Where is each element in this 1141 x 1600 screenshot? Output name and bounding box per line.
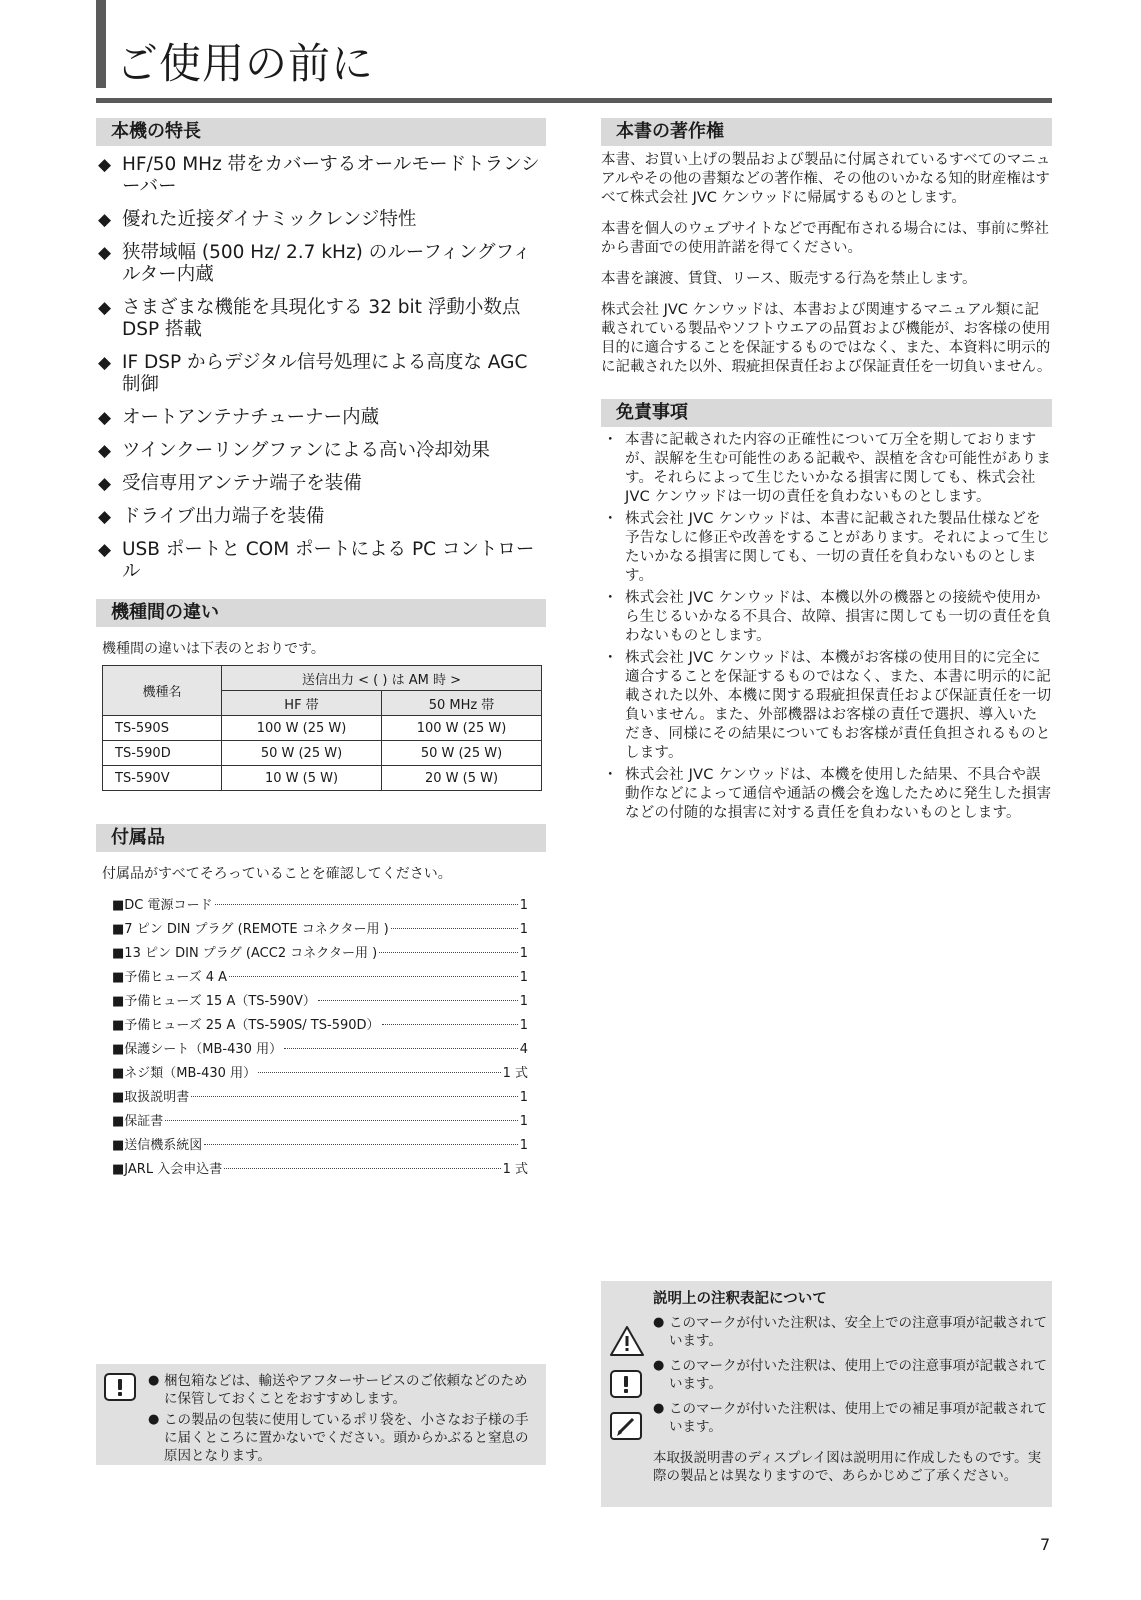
square-bullet-icon: ■ [112,1162,125,1177]
disclaimer-list [601,431,1052,823]
right-column [601,118,1052,826]
diamond-bullet-icon: ◆ [98,474,112,494]
page-number: 7 [1040,1535,1051,1554]
feature-item: ◆ HF/50 MHz 帯をカバーするオールモードトランシーバー [98,154,540,197]
table-row: TS-590V 10 W (5 W) 20 W (5 W) [103,766,542,791]
title-accent-bar [96,0,106,88]
col-output-header: 送信出力 < ( ) は AM 時 > [222,666,542,691]
round-bullet-icon: ● [653,1358,665,1373]
col-50mhz-header: 50 MHz 帯 [382,691,542,716]
disclaimer-heading: 免責事項 [601,399,1052,427]
feature-item: ◆ ドライブ出力端子を装備 [98,506,325,527]
round-bullet-icon: ● [148,1373,160,1388]
list-item: ■ 予備ヒューズ 25 A（TS-590S/ TS-590D） 1 [112,1014,528,1038]
col-hf-header: HF 帯 [222,691,382,716]
model-spec-table [102,665,542,791]
feature-item: ◆ 受信専用アンテナ端子を装備 [98,473,362,494]
diamond-bullet-icon: ◆ [98,298,112,318]
round-bullet-icon: ● [653,1315,665,1330]
list-item: ■ JARL 入会申込書 1 式 [112,1158,528,1182]
round-bullet-icon: ● [653,1401,665,1416]
list-item: ・ 本書に記載された内容の正確性について万全を期しておりますが、誤解を生む可能性のある記載や、誤植を含む可能性があります。それらによって生じたいかなる損害に関しても、株式会社 JVC ケンウッドは一切の責任を負わないものとします。 [603,432,1052,505]
feature-item: ◆ IF DSP からデジタル信号処理による高度な AGC 制御 [98,352,528,395]
left-column [96,118,546,1182]
diamond-bullet-icon: ◆ [98,408,112,428]
list-item: ■ DC 電源コード 1 [112,894,528,918]
diamond-bullet-icon: ◆ [98,441,112,461]
accessories-heading: 付属品 [96,824,546,852]
models-intro: 機種間の違いは下表のとおりです。 [102,641,325,657]
feature-item: ◆ さまざまな機能を具現化する 32 bit 浮動小数点 DSP 搭載 [98,297,521,340]
square-bullet-icon: ■ [112,1090,125,1105]
caution-exclamation-icon [103,1372,137,1406]
list-item: ● 梱包箱などは、輸送やアフターサービスのご依頼などのために保管しておくことをおすすめします。 [148,1373,528,1407]
features-heading: 本機の特長 [96,118,546,146]
list-item: ・ 株式会社 JVC ケンウッドは、本機以外の機器との接続や使用から生じるいかなる不具合、故障、損害に関しても一切の責任を負わないものとします。 [603,590,1052,644]
list-item: ■ ネジ類（MB-430 用） 1 式 [112,1062,528,1086]
feature-item: ◆ USB ポートと COM ポートによる PC コントロール [98,539,535,582]
accessories-intro: 付属品がすべてそろっていることを確認してください。 [102,866,452,882]
list-item: ■ 取扱説明書 1 [112,1086,528,1110]
notation-legend-box [601,1281,1052,1507]
legend-item-caution: ● このマークが付いた注釈は、使用上での注意事項が記載されています。 [653,1358,1047,1392]
diamond-bullet-icon: ◆ [98,155,112,175]
table-row: TS-590S 100 W (25 W) 100 W (25 W) [103,716,542,741]
list-item: ■ 7 ピン DIN プラグ (REMOTE コネクター用 ) 1 [112,918,528,942]
list-item: ● この製品の包装に使用しているポリ袋を、小さなお子様の手に届くところに置かないでください。頭からかぶると窒息の原因となります。 [148,1412,529,1464]
feature-item: ◆ ツインクーリングファンによる高い冷却効果 [98,440,490,461]
models-heading: 機種間の違い [96,599,546,627]
copyright-paragraph: 本書、お買い上げの製品および製品に付属されているすべてのマニュアルやその他の書類などの著作権、その他のいかなる知的財産権はすべて株式会社 JVC ケンウッドに帰属するものとします。 [601,152,1051,206]
round-bullet-icon: ● [148,1412,160,1427]
legend-item-warning: ● このマークが付いた注釈は、安全上での注意事項が記載されています。 [653,1315,1047,1349]
page-title: ご使用の前に [116,39,375,88]
diamond-bullet-icon: ◆ [98,540,112,560]
caution-note-box [96,1364,546,1465]
accessory-list [96,894,528,1182]
list-item: ■ 予備ヒューズ 15 A（TS-590V） 1 [112,990,528,1014]
feature-list [96,154,546,583]
table-row: TS-590D 50 W (25 W) 50 W (25 W) [103,741,542,766]
col-model-header: 機種名 [103,666,222,716]
warning-triangle-icon [609,1325,645,1361]
legend-title: 説明上の注釈表記について [653,1291,827,1307]
square-bullet-icon: ■ [112,1066,125,1081]
list-item: ■ 保証書 1 [112,1110,528,1134]
square-bullet-icon: ■ [112,1138,125,1153]
list-item: ・ 株式会社 JVC ケンウッドは、本機がお客様の使用目的に完全に適合することを保証するものではなく、また、本書に明示的に記載された以外、本機に関する瑕疵担保責任および保証責任を一切負いません。また、外部機器はお客様の責任で選択、導入いただき、同様にその結果についてもお客様が責任負担されるものとします。 [603,650,1052,761]
diamond-bullet-icon: ◆ [98,243,112,263]
square-bullet-icon: ■ [112,1018,125,1033]
feature-item: ◆ 優れた近接ダイナミックレンジ特性 [98,209,417,230]
diamond-bullet-icon: ◆ [98,210,112,230]
title-rule [96,98,1052,103]
copyright-paragraph: 株式会社 JVC ケンウッドは、本書および関連するマニュアル類に記載されている製品やソフトウエアの品質および機能が、お客様の使用目的に適合することを保証するものではなく、また、本資料に明示的に記載された以外、瑕疵担保責任および保証責任を一切負いません。 [601,302,1052,375]
list-item: ・ 株式会社 JVC ケンウッドは、本書に記載された製品仕様などを予告なしに修正や改善をすることがあります。それによって生じたいかなる損害に関しても、一切の責任を負わないものとします。 [603,511,1051,584]
list-item: ■ 予備ヒューズ 4 A 1 [112,966,528,990]
square-bullet-icon: ■ [112,898,125,913]
pencil-memo-icon [609,1411,643,1445]
copyright-heading: 本書の著作権 [601,118,1052,146]
caution-exclamation-icon [609,1369,643,1403]
square-bullet-icon: ■ [112,922,125,937]
square-bullet-icon: ■ [112,970,125,985]
copyright-paragraph: 本書を個人のウェブサイトなどで再配布される場合には、事前に弊社から書面での使用許諾を得てください。 [601,221,1049,256]
diamond-bullet-icon: ◆ [98,353,112,373]
list-item: ■ 13 ピン DIN プラグ (ACC2 コネクター用 ) 1 [112,942,528,966]
list-item: ■ 送信機系統図 1 [112,1134,528,1158]
legend-item-memo: ● このマークが付いた注釈は、使用上での補足事項が記載されています。 [653,1401,1047,1435]
square-bullet-icon: ■ [112,1114,125,1129]
square-bullet-icon: ■ [112,994,125,1009]
list-item: ■ 保護シート（MB-430 用） 4 [112,1038,528,1062]
feature-item: ◆ オートアンテナチューナー内蔵 [98,407,380,428]
feature-item: ◆ 狭帯域幅 (500 Hz/ 2.7 kHz) のルーフィングフィルター内蔵 [98,242,532,285]
list-item: ・ 株式会社 JVC ケンウッドは、本機を使用した結果、不具合や誤動作などによって通信や通話の機会を逸したために発生した損害などの付随的な損害に対する責任を負わないものとします。 [603,767,1052,821]
legend-note: 本取扱説明書のディスプレイ図は説明用に作成したものです。実際の製品とは異なりますので、あらかじめご了承ください。 [653,1450,1042,1484]
square-bullet-icon: ■ [112,946,125,961]
square-bullet-icon: ■ [112,1042,125,1057]
diamond-bullet-icon: ◆ [98,507,112,527]
copyright-paragraph: 本書を譲渡、賃貸、リース、販売する行為を禁止します。 [601,271,977,287]
